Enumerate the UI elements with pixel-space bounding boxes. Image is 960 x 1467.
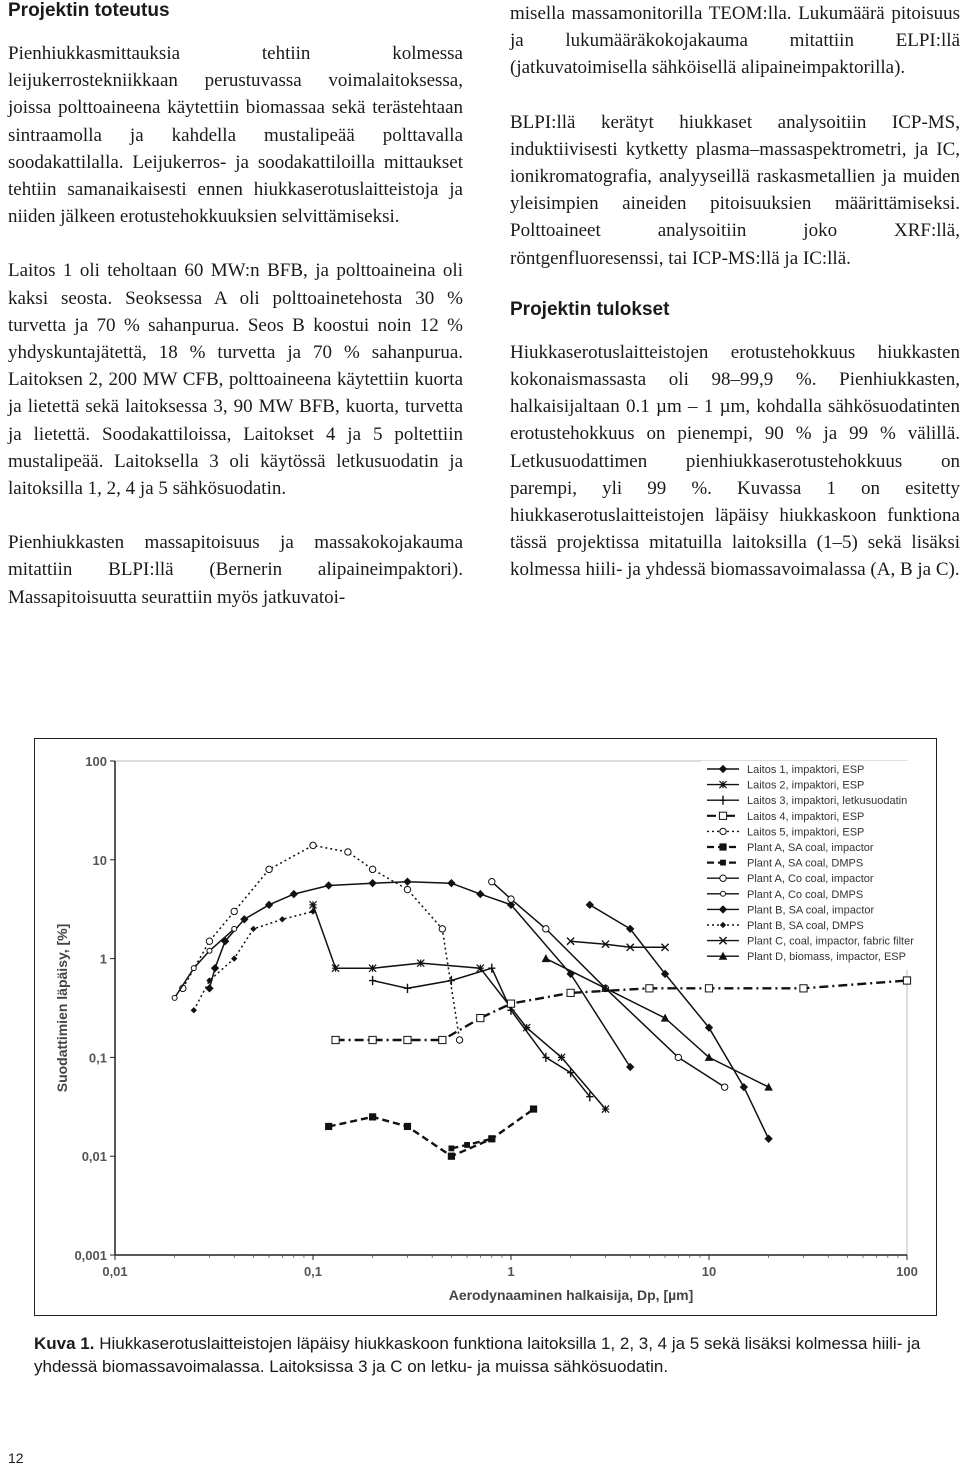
legend-entry: Plant B, SA coal, DMPS xyxy=(747,920,864,932)
x-tick-label: 0,01 xyxy=(102,1264,128,1279)
legend-entry: Plant A, SA coal, DMPS xyxy=(747,857,864,870)
data-point xyxy=(567,989,574,996)
data-point xyxy=(456,1037,462,1043)
right-column xyxy=(510,0,960,611)
paragraph: BLPI:llä kerätyt hiukkaset analysoitiin ICP-MS, induktiivisesti kytketty plasma–massaspektrometri, ja IC, ionikromatografia, analyyseillä raskasmetallien ja muiden yleisimpien aineiden pitoisuuksien määrittämiseksi. Polttoaineet analysoitiin joko XRF:llä, röntgenfluoresenssi, tai ICP-MS:llä ja IC:llä. xyxy=(510,111,960,269)
data-point xyxy=(309,901,316,908)
legend-marker xyxy=(719,781,726,788)
data-point xyxy=(543,926,549,932)
y-tick-label: 10 xyxy=(92,852,107,868)
series-line-4 xyxy=(336,981,907,1041)
data-point xyxy=(206,985,213,992)
data-point xyxy=(369,976,376,985)
data-point xyxy=(740,1084,747,1091)
series-line-3 xyxy=(373,968,590,1096)
data-point xyxy=(721,1084,727,1090)
data-point xyxy=(325,882,332,889)
data-point xyxy=(232,956,237,961)
data-point xyxy=(646,985,653,992)
data-point xyxy=(765,1084,772,1091)
penetration-chart xyxy=(35,739,935,1314)
data-point xyxy=(477,890,484,897)
section-heading: Projektin tulokset xyxy=(510,298,670,320)
paragraph: Hiukkaserotuslaitteistojen erotustehokkuus hiukkasten kokonaismassasta oli 98–99,9 %. Pienhiukkasten, halkaisijaltaan 0.1 µm – 1 µm, kohdalla sähkösuodatinten erotustehokkuus on pienempi, 90 % ja 99 % välillä. Letkusuodattimen pienhiukkaserotustehokkuus on parempi, yli 99 %. Kuvassa 1 on esitetty hiukkaserotuslaitteistojen läpäisy hiukkaskoon funktiona tässä projektissa mitatuilla laitoksilla (1–5) sekä lisäksi kolmessa hiili- ja yhdessä biomassavoimalassa (A, B ja C). xyxy=(510,341,960,581)
data-point xyxy=(404,1123,410,1129)
data-point xyxy=(369,965,376,972)
data-point xyxy=(586,901,593,908)
data-point xyxy=(369,880,376,887)
data-point xyxy=(404,886,410,892)
y-tick-label: 0,01 xyxy=(81,1149,107,1165)
data-point xyxy=(705,985,712,992)
legend-entry: Laitos 1, impaktori, ESP xyxy=(747,764,865,776)
legend-entry: Plant D, biomass, impactor, ESP xyxy=(747,951,906,964)
data-point xyxy=(231,908,237,914)
data-point xyxy=(465,1142,470,1147)
page-number: 12 xyxy=(8,1450,24,1466)
legend-entry: Laitos 4, impaktori, ESP xyxy=(747,810,865,823)
figure-caption xyxy=(34,1332,934,1378)
series-line-2 xyxy=(313,905,606,1109)
data-point xyxy=(404,984,411,993)
y-tick-label: 100 xyxy=(85,754,107,769)
legend-marker xyxy=(721,891,726,896)
legend-marker xyxy=(720,875,726,881)
data-point xyxy=(507,1000,514,1007)
y-tick-label: 1 xyxy=(99,951,107,967)
data-point xyxy=(369,1036,376,1043)
data-point xyxy=(211,965,218,972)
legend-entry: Laitos 5, impaktori, ESP xyxy=(747,826,865,839)
data-point xyxy=(191,1008,196,1013)
data-point xyxy=(345,849,351,855)
data-point xyxy=(675,1054,681,1060)
legend-entry: Plant C, coal, impactor, fabric filter xyxy=(747,935,914,948)
data-point xyxy=(508,896,514,902)
data-point xyxy=(489,1136,494,1141)
data-point xyxy=(530,1106,536,1112)
legend-entry: Laitos 2, impaktori, ESP xyxy=(747,779,865,792)
figure-chart xyxy=(34,738,937,1316)
data-point xyxy=(369,866,375,872)
y-tick-label: 0,001 xyxy=(74,1248,107,1263)
data-point xyxy=(489,879,495,885)
y-axis-label: Suodattimien läpäisy, [%] xyxy=(54,923,70,1093)
series-line-6 xyxy=(329,1109,534,1156)
data-point xyxy=(661,1014,668,1021)
data-point xyxy=(310,842,316,848)
data-point xyxy=(232,926,237,931)
legend-entry: Laitos 3, impaktori, letkusuodatin xyxy=(747,795,908,808)
legend-entry: Plant B, SA coal, impactor xyxy=(747,904,875,917)
left-column xyxy=(8,0,463,638)
paragraph: Laitos 1 oli teholtaan 60 MW:n BFB, ja polttoaineina oli kaksi seosta. Seoksessa A oli polttoainetehosta 30 % turvetta ja 70 % sahanpurua. Seos B koostui noin 12 % yhdyskuntajätettä, 18 % turvetta ja 70 % sahanpurua. Laitoksen 2, 200 MW CFB, polttoaineena käytettiin kuorta ja lietettä sekä laitoksessa 3, 90 MW BFB, kuorta, turvetta ja lietettä. Soodakattiloissa, Laitokset 4 ja 5 poltettiin mustalipeää. Laitoksella 3 oli käytössä letkusuodatin ja laitoksilla 1, 2, 4 ja 5 sähkösuodatin. xyxy=(8,260,463,500)
data-point xyxy=(191,966,196,971)
data-point xyxy=(207,948,212,953)
data-point xyxy=(172,995,177,1000)
legend-entry: Plant A, Co coal, DMPS xyxy=(747,888,864,901)
data-point xyxy=(488,964,495,973)
data-point xyxy=(404,1036,411,1043)
paragraph: Pienhiukkasmittauksia tehtiin kolmessa leijukerrostekniikkaan perustuvassa voimalaitoksessa, joissa polttoaineena käytettiin biomassaa sekä terästehtaan sintraamolla ja kahdella mustalipeää polttavalla soodakattilalla. Leijukerros- ja soodakattiloilla mittaukset tehtiin samanaikaisesti ennen hiukkaserotuslaitteistoja ja niiden jälkeen erotustehokkuuksien selvittämiseksi. xyxy=(8,43,463,228)
data-point xyxy=(439,1036,446,1043)
data-point xyxy=(325,1123,331,1129)
data-point xyxy=(404,878,411,885)
data-point xyxy=(448,1153,454,1159)
data-point xyxy=(477,1014,484,1021)
legend-entry: Plant A, Co coal, impactor xyxy=(747,873,874,886)
data-point xyxy=(280,917,285,922)
data-point xyxy=(558,1054,565,1061)
x-tick-label: 0,1 xyxy=(303,1264,323,1279)
data-point xyxy=(800,985,807,992)
data-point xyxy=(449,1146,454,1151)
paragraph: Pienhiukkasten massapitoisuus ja massakokojakauma mitattiin BLPI:llä (Bernerin alipaineimpaktori). Massapitoisuutta seurattiin myös jatkuvatoi- xyxy=(8,532,463,608)
y-tick-label: 0,1 xyxy=(88,1050,107,1066)
data-point xyxy=(251,926,256,931)
x-axis-label: Aerodynaaminen halkaisija, Dp, [µm] xyxy=(448,1287,694,1303)
data-point xyxy=(765,1135,772,1142)
paragraph: misella massamonitorilla TEOM:lla. Lukumäärä pitoisuus ja lukumääräkokojakauma mitattiin ELPI:llä (jatkuvatoimisella sähköisellä alipaineimpaktorilla). xyxy=(510,3,960,79)
data-point xyxy=(265,901,272,908)
x-tick-label: 100 xyxy=(896,1264,918,1279)
data-point xyxy=(542,955,549,962)
legend-marker xyxy=(719,812,726,819)
series-line-12 xyxy=(571,941,666,947)
legend-marker xyxy=(721,860,726,865)
data-point xyxy=(206,938,212,944)
data-point xyxy=(332,1036,339,1043)
legend-marker xyxy=(720,828,726,834)
data-point xyxy=(290,890,297,897)
data-point xyxy=(266,866,272,872)
data-point xyxy=(417,960,424,967)
x-tick-label: 1 xyxy=(507,1264,515,1279)
series-line-8 xyxy=(492,882,725,1087)
data-point xyxy=(602,1105,609,1112)
data-point xyxy=(369,1114,375,1120)
series-line-13 xyxy=(546,959,769,1088)
caption-text: Hiukkaserotuslaitteistojen läpäisy hiukkaskoon funktiona laitoksilla 1, 2, 3, 4 ja 5 sekä lisäksi kolmessa hiili- ja yhdessä biomassavoimalassa. Laitoksissa 3 ja C on letku- ja muissa sähkösuodatin. xyxy=(34,1334,921,1376)
x-tick-label: 10 xyxy=(701,1264,717,1279)
legend-entry: Plant A, SA coal, impactor xyxy=(747,842,874,854)
legend-marker xyxy=(720,844,726,850)
data-point xyxy=(448,880,455,887)
section-heading: Projektin toteutus xyxy=(8,0,170,21)
data-point xyxy=(903,977,910,984)
caption-label: Kuva 1. xyxy=(34,1334,95,1353)
data-point xyxy=(332,965,339,972)
data-point xyxy=(439,926,445,932)
